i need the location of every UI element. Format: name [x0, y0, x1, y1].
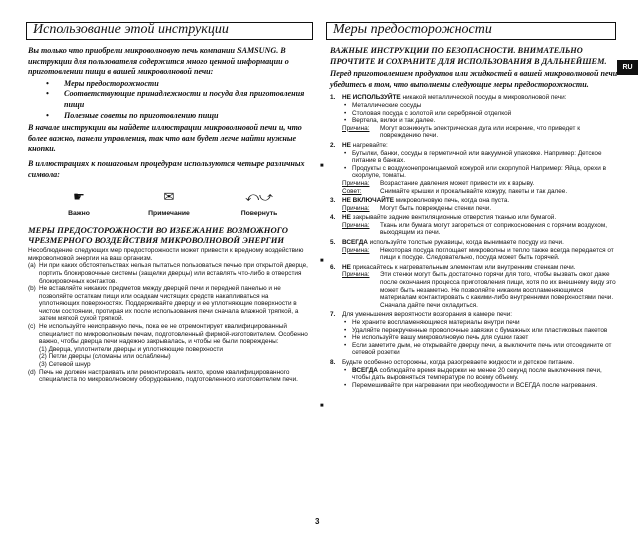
left-para-2: В начале инструкции вы найдете иллюстрации микроволновой печи и, что более важно, панели управления, так что вам будет легче найти нужные кнопки. — [28, 123, 302, 154]
list-item: 8. Будьте особенно осторожны, когда разогреваете жидкости и детское питание. • ВСЕГДА соблюдайте время выдержки не менее 20 секунд после выключения печи, чтобы дать выровняться температуре по всему объему. • Перемешивайте при нагревании при необходимости и ВСЕГДА после нагревания. — [330, 359, 618, 389]
list-item: (c) Не используйте неисправную печь, пока ее не отремонтирует квалифицированный специалист по микроволновым печам, подготовленный фирмой-изготовителем. Особенно важно, чтобы дверца печи надежно закрывалась, и чтобы не были повреждены: — [28, 323, 308, 346]
list-item: (2) Петли дверцы (сломаны или ослаблены) — [39, 353, 171, 361]
section-title: МЕРЫ ПРЕДОСТОРОЖНОСТИ ВО ИЗБЕЖАНИЕ ВОЗМОЖНОГО ЧРЕЗМЕРНОГО ВОЗДЕЙСТВИЯ МИКРОВОЛНОВОЙ ЭНЕРГИИ — [28, 225, 288, 246]
list-item: 6. НЕ прикасайтесь к нагревательным элементам или внутренним стенкам печи. Причина: Эти стенки могут быть достаточно горячи для того, чтобы вызвать ожог даже после окончания процесса приготовления пищи, хотя по их внешнему виду это может быть незаметно. Не позволяйте никаким воспламеняющимся материалам контактировать с какими-либо внутренними поверхностями печи. Сначала дайте печи охладиться. — [330, 263, 616, 309]
symbol-important — [51, 188, 107, 217]
page-number: 3 — [315, 517, 320, 526]
symbol-note — [141, 188, 197, 217]
symbol-turn — [231, 188, 287, 217]
margin-marker: ■ — [320, 258, 324, 264]
margin-marker: ■ — [320, 163, 324, 169]
left-bullet-list — [28, 79, 310, 121]
list-item: 7. Для уменьшения вероятности возгорания в камере печи: • Не храните воспламеняющиеся материалы внутри печи • Удаляйте перекрученные проволочные завязки с бумажных или пластиковых пакетов • Не используйте вашу микроволновую печь для сушки газет • Если заметите дым, не открывайте дверцу печи, а выключите печь или отсоедините от сетевой розетки — [330, 311, 618, 357]
list-item: • Полезные советы по приготовлению пищи — [28, 111, 310, 122]
right-column — [330, 46, 618, 389]
list-item: 2. НЕ нагревайте: • Бутылки, банки, сосуды в герметичной или вакуумной упаковке. Например: Детское питание в банках. • Продукты с воздухонепроницаемой кожурой или скорлупой Например: Яйца, орехи в скорлупе, томаты. Причина: Возрастание давления может привести их к взрыву. Совет: Снимайте крышки и прокалывайте кожуру, пакеты и так далее. — [330, 142, 618, 195]
list-item: (b) Не вставляйте никаких предметов между дверцей печи и передней панелью и не позволяйте остаткам пищи или осадкам чистящих средств накапливаться на уплотняющих поверхностях. Поддерживайте дверцу и ее уплотняющие поверхности в чистом состоянии, протирая их после использования печи сначала влажной тряпкой, а затем мягкой сухой тряпкой. — [28, 285, 299, 323]
right-header-title: Меры предосторожности — [333, 22, 492, 37]
symbol-label: Повернуть — [240, 210, 278, 218]
list-item: (a) Ни при каких обстоятельствах нельзя пытаться пользоваться печью при открытой дверце, портить блокировочные системы (защелки дверцы) или вставлять что-либо в отверстия блокировочных контактов. — [28, 262, 308, 285]
note-icon: ✉ — [163, 189, 175, 205]
symbol-label: Примечание — [148, 210, 190, 218]
list-item: • Соответствующие принадлежности и посуда для приготовления пищи — [28, 89, 310, 110]
list-item: 5. ВСЕГДА используйте толстые рукавицы, когда вынимаете посуду из печи. Причина: Некоторая посуда поглощает микроволны и тепло также всегда передается от пищи к посуде. Следовательно, посуда может быть горячей. — [330, 239, 614, 262]
list-item: 4. НЕ закрывайте задние вентиляционные отверстия тканью или бумагой. Причина: Ткань или бумага могут загореться от соприкосновения с горячим воздухом, выходящим из печи. — [330, 214, 608, 237]
right-header — [326, 22, 616, 40]
hand-icon: ☛ — [73, 189, 85, 205]
left-para-3: В иллюстрациях к пошаговым процедурам используются четыре различных символа: — [28, 158, 305, 179]
list-item: • Меры предосторожности — [28, 79, 310, 90]
left-header-title: Использование этой инструкции — [33, 22, 229, 37]
list-item: (3) Сетевой шнур — [39, 361, 91, 369]
precaution-list — [28, 262, 310, 384]
symbol-label: Важно — [68, 210, 90, 218]
list-item: (1) Дверца, уплотнители дверцы и уплотняющие поверхности — [39, 345, 223, 353]
right-title: ВАЖНЫЕ ИНСТРУКЦИИ ПО БЕЗОПАСНОСТИ. ВНИМАТЕЛЬНО ПРОЧТИТЕ И СОХРАНИТЕ ДЛЯ ИСПОЛЬЗОВАНИЯ В ДАЛЬНЕЙШЕМ. — [330, 46, 607, 66]
right-intro: Перед приготовлением продуктов или жидкостей в вашей микроволновой печи убедитесь в том, что выполнены следующие меры предосторожности. — [330, 69, 618, 89]
language-tab: RU — [617, 60, 638, 75]
section-intro: Несоблюдение следующих мер предосторожности может привести к вредному воздействию микроволновой энергии на ваш организм. — [28, 247, 304, 262]
list-item: 1. НЕ ИСПОЛЬЗУЙТЕ никакой металлической посуды в микроволновой печи: • Металлические сосуды • Столовая посуда с золотой или серебряной отделкой • Вертела, вилки и так далее. Причина: Могут возникнуть электрическая дуга или искрение, что приведет к повреждению печи. — [330, 94, 618, 140]
safety-list — [330, 94, 618, 389]
symbol-legend — [28, 188, 310, 217]
margin-marker: ■ — [320, 403, 324, 409]
turn-icon: ⤺⤻ — [245, 189, 273, 205]
left-intro: Вы только что приобрели микроволновую печь компании SAMSUNG. В инструкции для пользователя содержится много ценной информации о приготовлении пищи в вашей микроволновой печи: — [28, 46, 289, 77]
left-header — [26, 22, 313, 40]
left-column — [28, 46, 310, 384]
list-item: 3. НЕ ВКЛЮЧАЙТЕ микроволновую печь, когда она пуста. Причина: Могут быть повреждены стенки печи. — [330, 197, 510, 212]
list-item: (d) Печь не должен настраивать или ремонтировать никто, кроме квалифицированного специалиста по микроволновому оборудованию, подготовленного изготовителем печи. — [28, 368, 298, 384]
